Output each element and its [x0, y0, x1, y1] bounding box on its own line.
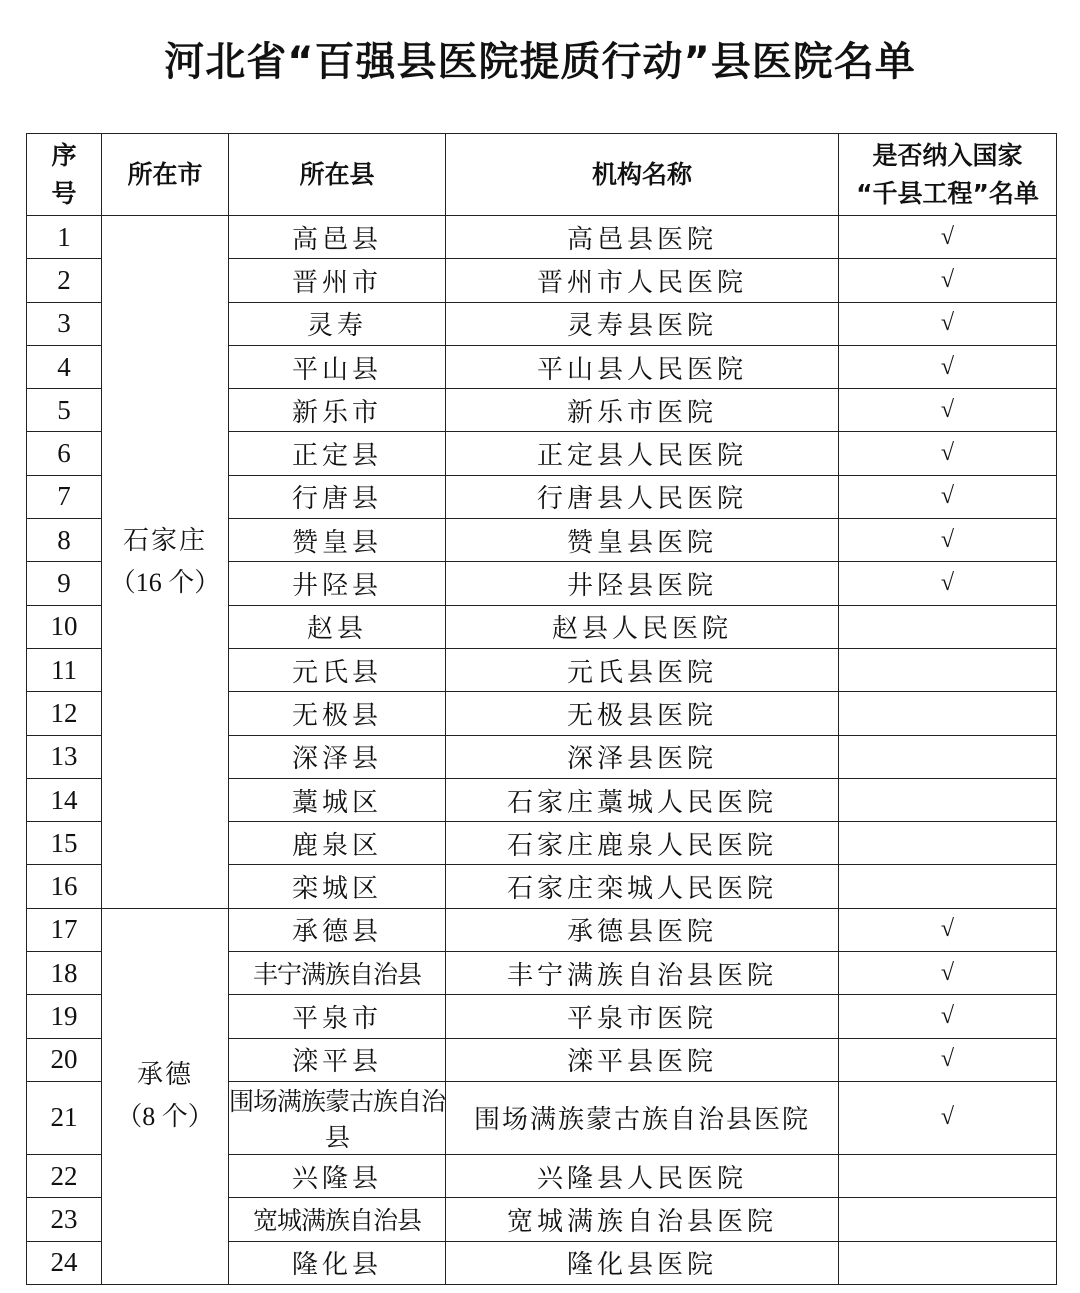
institution-cell: 滦平县医院 [446, 1038, 839, 1081]
institution-cell: 赞皇县医院 [446, 519, 839, 562]
county-cell: 承德县 [229, 908, 446, 951]
county-cell: 兴隆县 [229, 1154, 446, 1197]
institution-cell: 正定县人民医院 [446, 432, 839, 475]
thousand-county-check-cell [839, 648, 1057, 691]
row-index: 6 [27, 432, 102, 475]
thousand-county-check-cell [839, 1198, 1057, 1241]
county-cell: 新乐市 [229, 389, 446, 432]
institution-cell: 平山县人民医院 [446, 345, 839, 388]
table-row [27, 216, 1057, 259]
institution-cell: 赵县人民医院 [446, 605, 839, 648]
table-row [27, 908, 1057, 951]
county-cell: 赵县 [229, 605, 446, 648]
row-index: 11 [27, 648, 102, 691]
institution-cell: 深泽县医院 [446, 735, 839, 778]
header-institution: 机构名称 [446, 134, 839, 216]
header-thousand-county-line2: “千县工程”名单 [856, 178, 1039, 208]
thousand-county-check-cell: √ [839, 908, 1057, 951]
header-index-label: 序号 [51, 140, 77, 208]
thousand-county-check-cell [839, 605, 1057, 648]
table-body [27, 216, 1057, 1285]
row-index: 18 [27, 952, 102, 995]
county-cell: 灵寿 [229, 302, 446, 345]
row-index: 16 [27, 865, 102, 908]
institution-cell: 石家庄栾城人民医院 [446, 865, 839, 908]
institution-cell: 井陉县医院 [446, 562, 839, 605]
institution-cell: 新乐市医院 [446, 389, 839, 432]
institution-cell: 宽城满族自治县医院 [446, 1198, 839, 1241]
row-index: 4 [27, 345, 102, 388]
thousand-county-check-cell: √ [839, 519, 1057, 562]
institution-cell: 兴隆县人民医院 [446, 1154, 839, 1197]
institution-cell: 元氏县医院 [446, 648, 839, 691]
thousand-county-check-cell [839, 735, 1057, 778]
thousand-county-check-cell [839, 865, 1057, 908]
institution-cell: 隆化县医院 [446, 1241, 839, 1284]
thousand-county-check-cell: √ [839, 952, 1057, 995]
row-index: 20 [27, 1038, 102, 1081]
row-index: 1 [27, 216, 102, 259]
thousand-county-check-cell: √ [839, 389, 1057, 432]
institution-cell: 承德县医院 [446, 908, 839, 951]
page-title: 河北省“百强县医院提质行动”县医院名单 [164, 39, 916, 85]
thousand-county-check-cell: √ [839, 475, 1057, 518]
city-count: （16 个） [109, 567, 221, 597]
row-index: 14 [27, 778, 102, 821]
thousand-county-check-cell: √ [839, 995, 1057, 1038]
row-index: 9 [27, 562, 102, 605]
county-cell: 隆化县 [229, 1241, 446, 1284]
county-cell: 高邑县 [229, 216, 446, 259]
hospital-list-table [26, 133, 1057, 1285]
county-cell: 井陉县 [229, 562, 446, 605]
row-index: 7 [27, 475, 102, 518]
city-name: 承德 [136, 1060, 193, 1090]
row-index: 21 [27, 1081, 102, 1154]
institution-cell: 高邑县医院 [446, 216, 839, 259]
table-header-row [27, 134, 1057, 216]
thousand-county-check-cell: √ [839, 562, 1057, 605]
county-cell: 平山县 [229, 345, 446, 388]
institution-cell: 石家庄藁城人民医院 [446, 778, 839, 821]
thousand-county-check-cell [839, 1154, 1057, 1197]
county-cell: 平泉市 [229, 995, 446, 1038]
county-cell: 栾城区 [229, 865, 446, 908]
row-index: 22 [27, 1154, 102, 1197]
institution-cell: 石家庄鹿泉人民医院 [446, 822, 839, 865]
institution-cell: 灵寿县医院 [446, 302, 839, 345]
row-index: 17 [27, 908, 102, 951]
header-thousand-county [839, 134, 1057, 216]
thousand-county-check-cell: √ [839, 302, 1057, 345]
county-cell: 正定县 [229, 432, 446, 475]
row-index: 23 [27, 1198, 102, 1241]
thousand-county-check-cell [839, 778, 1057, 821]
institution-cell: 围场满族蒙古族自治县医院 [446, 1081, 839, 1154]
row-index: 8 [27, 519, 102, 562]
row-index: 3 [27, 302, 102, 345]
row-index: 15 [27, 822, 102, 865]
row-index: 19 [27, 995, 102, 1038]
row-index: 5 [27, 389, 102, 432]
city-cell [102, 908, 229, 1284]
county-cell: 深泽县 [229, 735, 446, 778]
city-cell [102, 216, 229, 909]
thousand-county-check-cell: √ [839, 432, 1057, 475]
county-cell: 元氏县 [229, 648, 446, 691]
county-cell: 鹿泉区 [229, 822, 446, 865]
county-cell: 藁城区 [229, 778, 446, 821]
header-city: 所在市 [102, 134, 229, 216]
header-thousand-county-line1: 是否纳入国家 [872, 140, 1023, 170]
county-cell: 围场满族蒙古族自治县 [229, 1081, 446, 1154]
thousand-county-check-cell [839, 692, 1057, 735]
row-index: 12 [27, 692, 102, 735]
thousand-county-check-cell: √ [839, 1081, 1057, 1154]
county-cell: 行唐县 [229, 475, 446, 518]
thousand-county-check-cell: √ [839, 1038, 1057, 1081]
county-cell: 无极县 [229, 692, 446, 735]
thousand-county-check-cell [839, 822, 1057, 865]
city-name: 石家庄 [122, 525, 207, 555]
thousand-county-check-cell: √ [839, 216, 1057, 259]
header-county: 所在县 [229, 134, 446, 216]
county-cell: 宽城满族自治县 [229, 1198, 446, 1241]
institution-cell: 晋州市人民医院 [446, 259, 839, 302]
city-count: （8 个） [116, 1102, 214, 1132]
institution-cell: 行唐县人民医院 [446, 475, 839, 518]
row-index: 10 [27, 605, 102, 648]
thousand-county-check-cell [839, 1241, 1057, 1284]
county-cell: 滦平县 [229, 1038, 446, 1081]
county-cell: 晋州市 [229, 259, 446, 302]
institution-cell: 平泉市医院 [446, 995, 839, 1038]
thousand-county-check-cell: √ [839, 259, 1057, 302]
institution-cell: 无极县医院 [446, 692, 839, 735]
institution-cell: 丰宁满族自治县医院 [446, 952, 839, 995]
header-index [27, 134, 102, 216]
row-index: 13 [27, 735, 102, 778]
county-cell: 赞皇县 [229, 519, 446, 562]
thousand-county-check-cell: √ [839, 345, 1057, 388]
row-index: 2 [27, 259, 102, 302]
row-index: 24 [27, 1241, 102, 1284]
county-cell: 丰宁满族自治县 [229, 952, 446, 995]
